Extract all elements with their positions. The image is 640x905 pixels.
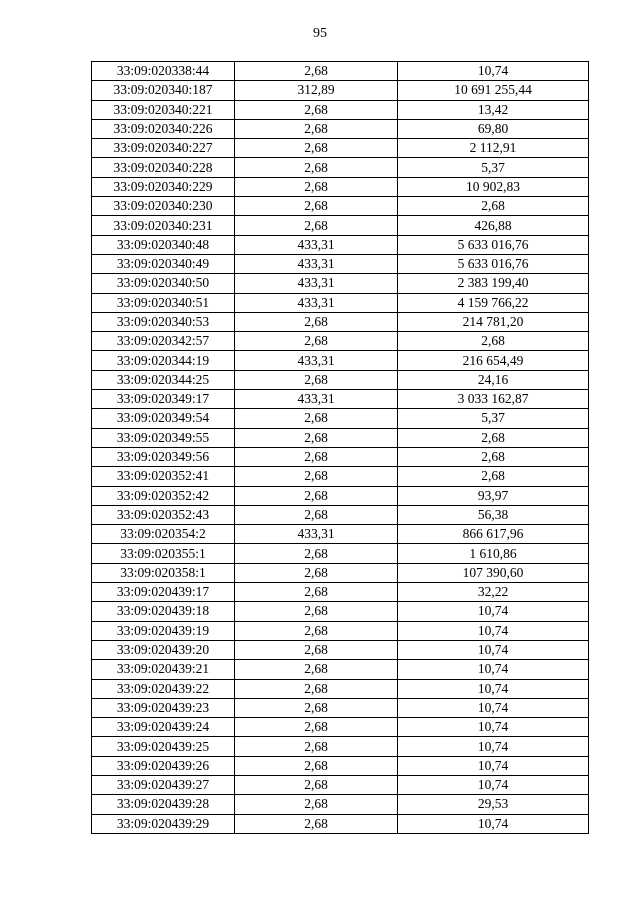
rate-cell: 433,31 [235,293,398,312]
rate-cell: 433,31 [235,254,398,273]
value-cell: 93,97 [398,486,589,505]
rate-cell: 2,68 [235,544,398,563]
value-cell: 29,53 [398,795,589,814]
value-cell: 10,74 [398,814,589,833]
rate-cell: 2,68 [235,698,398,717]
cadastral-number-cell: 33:09:020340:221 [92,100,235,119]
cadastral-number-cell: 33:09:020340:49 [92,254,235,273]
cadastral-number-cell: 33:09:020349:55 [92,428,235,447]
table-row [92,197,589,216]
cadastral-number-cell: 33:09:020354:2 [92,525,235,544]
value-cell: 10 691 255,44 [398,81,589,100]
table-row [92,679,589,698]
value-cell: 56,38 [398,505,589,524]
cadastral-number-cell: 33:09:020439:20 [92,640,235,659]
cadastral-number-cell: 33:09:020439:19 [92,621,235,640]
table-row [92,756,589,775]
table-row [92,293,589,312]
table-row [92,447,589,466]
rate-cell: 2,68 [235,370,398,389]
rate-cell: 2,68 [235,583,398,602]
rate-cell: 2,68 [235,428,398,447]
cadastral-number-cell: 33:09:020439:21 [92,660,235,679]
table-row [92,795,589,814]
value-cell: 10,74 [398,640,589,659]
cadastral-number-cell: 33:09:020349:17 [92,390,235,409]
value-cell: 4 159 766,22 [398,293,589,312]
value-cell: 3 033 162,87 [398,390,589,409]
value-cell: 2,68 [398,332,589,351]
rate-cell: 2,68 [235,332,398,351]
cadastral-number-cell: 33:09:020439:26 [92,756,235,775]
rate-cell: 2,68 [235,718,398,737]
table-row [92,390,589,409]
rate-cell: 2,68 [235,737,398,756]
table-row [92,235,589,254]
table-row [92,428,589,447]
table-row [92,660,589,679]
value-cell: 10,74 [398,775,589,794]
value-cell: 24,16 [398,370,589,389]
cadastral-number-cell: 33:09:020344:19 [92,351,235,370]
rate-cell: 2,68 [235,467,398,486]
value-cell: 107 390,60 [398,563,589,582]
value-cell: 1 610,86 [398,544,589,563]
cadastral-number-cell: 33:09:020439:27 [92,775,235,794]
rate-cell: 2,68 [235,563,398,582]
value-cell: 32,22 [398,583,589,602]
cadastral-number-cell: 33:09:020340:228 [92,158,235,177]
table-row [92,409,589,428]
value-cell: 10,74 [398,737,589,756]
cadastral-number-cell: 33:09:020340:231 [92,216,235,235]
table-row [92,814,589,833]
rate-cell: 2,68 [235,775,398,794]
cadastral-number-cell: 33:09:020340:226 [92,119,235,138]
cadastral-number-cell: 33:09:020338:44 [92,62,235,81]
value-cell: 866 617,96 [398,525,589,544]
cadastral-number-cell: 33:09:020358:1 [92,563,235,582]
cadastral-number-cell: 33:09:020340:229 [92,177,235,196]
cadastral-number-cell: 33:09:020349:54 [92,409,235,428]
value-cell: 2 383 199,40 [398,274,589,293]
cadastral-number-cell: 33:09:020340:227 [92,139,235,158]
rate-cell: 2,68 [235,640,398,659]
value-cell: 216 654,49 [398,351,589,370]
rate-cell: 2,68 [235,409,398,428]
cadastral-number-cell: 33:09:020349:56 [92,447,235,466]
table-row [92,62,589,81]
cadastral-number-cell: 33:09:020439:29 [92,814,235,833]
rate-cell: 2,68 [235,100,398,119]
value-cell: 69,80 [398,119,589,138]
rate-cell: 2,68 [235,795,398,814]
table-row [92,486,589,505]
table-row [92,312,589,331]
value-cell: 214 781,20 [398,312,589,331]
table-row [92,100,589,119]
rate-cell: 2,68 [235,312,398,331]
rate-cell: 433,31 [235,525,398,544]
value-cell: 426,88 [398,216,589,235]
cadastral-number-cell: 33:09:020340:53 [92,312,235,331]
rate-cell: 2,68 [235,119,398,138]
rate-cell: 2,68 [235,158,398,177]
table-row [92,351,589,370]
value-cell: 5,37 [398,409,589,428]
table-row [92,370,589,389]
rate-cell: 2,68 [235,447,398,466]
table-row [92,505,589,524]
value-cell: 10,74 [398,62,589,81]
cadastral-number-cell: 33:09:020439:23 [92,698,235,717]
value-cell: 5,37 [398,158,589,177]
rate-cell: 2,68 [235,177,398,196]
table-row [92,216,589,235]
cadastral-number-cell: 33:09:020340:187 [92,81,235,100]
cadastral-number-cell: 33:09:020352:41 [92,467,235,486]
rate-cell: 2,68 [235,486,398,505]
table-row [92,583,589,602]
cadastral-number-cell: 33:09:020352:43 [92,505,235,524]
table-row [92,139,589,158]
cadastral-table [91,61,589,834]
page-number: 95 [313,26,327,41]
cadastral-number-cell: 33:09:020340:50 [92,274,235,293]
rate-cell: 2,68 [235,197,398,216]
table-row [92,775,589,794]
table-row [92,467,589,486]
value-cell: 10,74 [398,679,589,698]
table-row [92,698,589,717]
table-row [92,640,589,659]
table-row [92,602,589,621]
table-row [92,621,589,640]
rate-cell: 2,68 [235,756,398,775]
cadastral-number-cell: 33:09:020342:57 [92,332,235,351]
cadastral-number-cell: 33:09:020340:51 [92,293,235,312]
table-row [92,332,589,351]
cadastral-number-cell: 33:09:020340:230 [92,197,235,216]
cadastral-number-cell: 33:09:020439:28 [92,795,235,814]
cadastral-number-cell: 33:09:020355:1 [92,544,235,563]
value-cell: 5 633 016,76 [398,254,589,273]
rate-cell: 433,31 [235,274,398,293]
rate-cell: 2,68 [235,660,398,679]
value-cell: 10,74 [398,621,589,640]
table-row [92,718,589,737]
table-row [92,563,589,582]
cadastral-number-cell: 33:09:020439:25 [92,737,235,756]
table-row [92,254,589,273]
value-cell: 10,74 [398,660,589,679]
rate-cell: 2,68 [235,216,398,235]
cadastral-number-cell: 33:09:020439:24 [92,718,235,737]
rate-cell: 2,68 [235,602,398,621]
value-cell: 10 902,83 [398,177,589,196]
table-row [92,119,589,138]
table-row [92,737,589,756]
rate-cell: 2,68 [235,679,398,698]
rate-cell: 312,89 [235,81,398,100]
cadastral-number-cell: 33:09:020439:17 [92,583,235,602]
rate-cell: 2,68 [235,621,398,640]
value-cell: 10,74 [398,698,589,717]
value-cell: 2,68 [398,428,589,447]
value-cell: 5 633 016,76 [398,235,589,254]
cadastral-number-cell: 33:09:020352:42 [92,486,235,505]
value-cell: 2,68 [398,447,589,466]
value-cell: 2,68 [398,467,589,486]
rate-cell: 433,31 [235,390,398,409]
rate-cell: 2,68 [235,505,398,524]
cadastral-number-cell: 33:09:020340:48 [92,235,235,254]
rate-cell: 433,31 [235,351,398,370]
table-body [92,62,589,834]
value-cell: 13,42 [398,100,589,119]
rate-cell: 2,68 [235,62,398,81]
value-cell: 10,74 [398,718,589,737]
rate-cell: 433,31 [235,235,398,254]
table-row [92,177,589,196]
value-cell: 10,74 [398,602,589,621]
table-row [92,525,589,544]
table-row [92,274,589,293]
cadastral-number-cell: 33:09:020439:22 [92,679,235,698]
value-cell: 10,74 [398,756,589,775]
value-cell: 2 112,91 [398,139,589,158]
rate-cell: 2,68 [235,139,398,158]
table-row [92,544,589,563]
table-row [92,81,589,100]
cadastral-number-cell: 33:09:020439:18 [92,602,235,621]
table-row [92,158,589,177]
value-cell: 2,68 [398,197,589,216]
rate-cell: 2,68 [235,814,398,833]
cadastral-number-cell: 33:09:020344:25 [92,370,235,389]
